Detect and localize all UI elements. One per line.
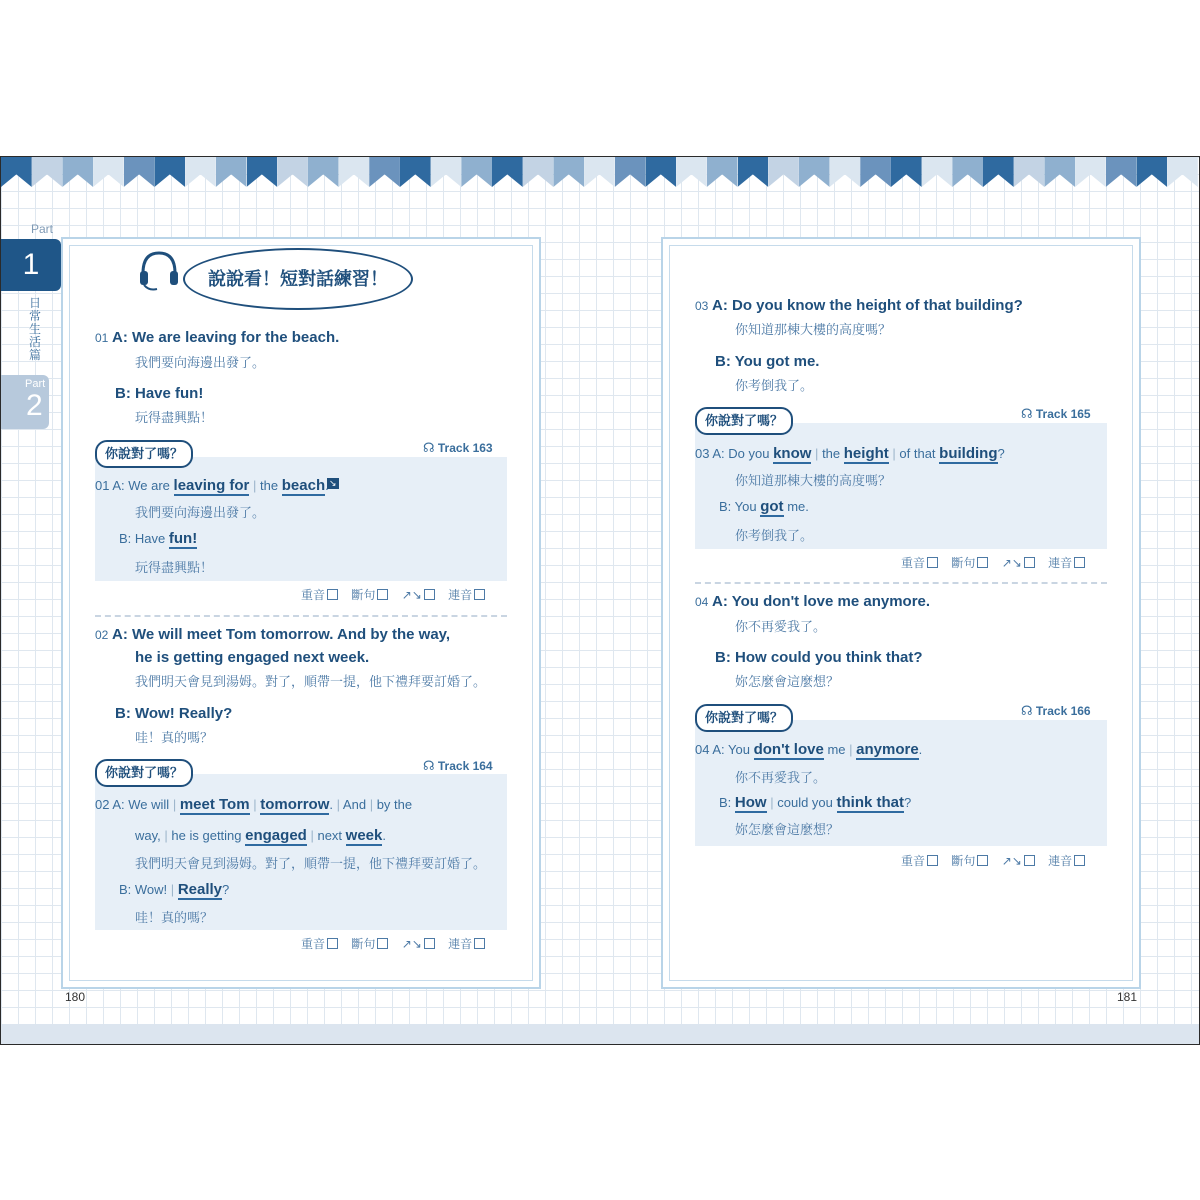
track-166-label: Track 166 <box>1035 704 1091 718</box>
checklist-03 <box>901 554 1095 571</box>
q03-b-translation: 你考倒我了。 <box>735 378 814 393</box>
check-linking-box[interactable] <box>474 589 485 600</box>
a04-word-2: me <box>827 742 846 757</box>
q04-a-speaker: A: <box>711 593 728 610</box>
check-stress-label: 重音 <box>301 588 326 602</box>
a04-word-1: don't love <box>753 741 824 758</box>
a01-b-translation: 玩得盡興點！ <box>135 560 214 575</box>
a02-line-1 <box>95 796 412 813</box>
q04-b-speaker: B: <box>715 649 731 666</box>
check-stress-label: 重音 <box>901 854 926 868</box>
check-label-01: 你說對了嗎？ <box>95 440 193 468</box>
check-phrasing-label: 斷句 <box>351 588 376 602</box>
a04-b-translation: 妳怎麼會這麼想？ <box>735 822 840 837</box>
bunting-flag <box>983 157 1014 187</box>
bunting-flag <box>400 157 431 187</box>
check-phrasing-label: 斷句 <box>351 937 376 951</box>
a04-line-b <box>719 794 911 811</box>
a01-word-3: beach <box>281 477 326 494</box>
bunting-flag <box>891 157 922 187</box>
a02-word-9-end: ? <box>222 882 230 897</box>
a03-word-7: me. <box>787 499 809 514</box>
a02-word-2-end: . <box>329 797 333 812</box>
bunting-flag <box>32 157 63 187</box>
pause-bar: | <box>815 446 819 461</box>
check-intonation-box[interactable] <box>1024 855 1035 866</box>
audio-headset-icon: ☊ <box>1021 703 1033 718</box>
bunting-flag <box>553 157 584 187</box>
a04-word-6-end: ? <box>904 795 912 810</box>
q04-line-b <box>715 649 923 666</box>
a01-line-a <box>95 477 339 494</box>
q01-b-translation: 玩得盡興點！ <box>135 410 214 425</box>
checklist-04 <box>901 852 1095 869</box>
pause-bar: | <box>336 797 341 812</box>
a03-word-3: height <box>843 445 889 462</box>
bunting-flag <box>523 157 554 187</box>
a03-word-6: got <box>760 498 784 515</box>
q02-b-translation: 哇！真的嗎？ <box>135 730 214 745</box>
q02-line-a <box>95 626 450 643</box>
bunting-flag <box>830 157 861 187</box>
bottom-band <box>1 1024 1199 1044</box>
a01-word-1: leaving for <box>173 477 250 494</box>
pause-bar: | <box>849 742 853 757</box>
a03-word-2: the <box>822 446 841 461</box>
bunting-flag <box>922 157 953 187</box>
check-linking-label: 連音 <box>1048 556 1073 570</box>
part-1-number: 1 <box>22 248 40 281</box>
bunting-flag <box>799 157 830 187</box>
part-1-tab[interactable] <box>1 239 61 291</box>
bunting-flag <box>185 157 216 187</box>
a04-word-5: could you <box>777 795 833 810</box>
pause-bar: | <box>172 797 177 812</box>
divider <box>95 615 507 617</box>
check-intonation-box[interactable] <box>1024 557 1035 568</box>
bunting-flag <box>1136 157 1167 187</box>
a03-a-translation: 你知道那棟大樓的高度嗎？ <box>735 473 892 488</box>
a02-word-2: tomorrow <box>260 796 330 813</box>
q02-a-text-2: he is getting engaged next week. <box>135 649 370 666</box>
a01-line-b-prefix: B: Have <box>119 531 166 546</box>
bunting-flag <box>952 157 983 187</box>
bunting-flag <box>1044 157 1075 187</box>
bunting-flag <box>707 157 738 187</box>
a03-line-a <box>695 445 1005 462</box>
q02-number: 02 <box>95 628 109 642</box>
a02-word-9: Really <box>177 881 223 898</box>
check-phrasing-box[interactable] <box>977 855 988 866</box>
check-phrasing-box[interactable] <box>977 557 988 568</box>
pause-bar: | <box>170 882 175 897</box>
check-stress-box[interactable] <box>927 557 938 568</box>
track-164-label: Track 164 <box>437 759 493 773</box>
bunting-flag <box>738 157 769 187</box>
pause-bar: | <box>770 795 774 810</box>
a01-a-translation: 我們要向海邊出發了。 <box>135 505 266 520</box>
a02-line-b-prefix: B: Wow! <box>119 882 168 897</box>
q04-b-text: How could you think that? <box>735 649 923 666</box>
a02-word-1: meet Tom <box>179 796 250 813</box>
bunting-flag <box>676 157 707 187</box>
falling-intonation-icon: ↘ <box>327 478 339 489</box>
part-2-tab[interactable] <box>1 375 49 429</box>
check-linking-label: 連音 <box>448 588 473 602</box>
q01-number: 01 <box>95 331 109 345</box>
pause-bar: | <box>369 797 374 812</box>
q03-a-translation: 你知道那棟大樓的高度嗎？ <box>735 322 892 337</box>
bunting-flag <box>645 157 676 187</box>
a04-line-b-prefix: B: <box>719 795 732 810</box>
page-number-right: 181 <box>1117 990 1138 1004</box>
a02-word-7: next <box>317 828 343 843</box>
q03-number: 03 <box>695 299 709 313</box>
check-linking-label: 連音 <box>1048 854 1073 868</box>
bunting-flag <box>492 157 523 187</box>
a03-b-translation: 你考倒我了。 <box>735 528 814 543</box>
audio-headset-icon: ☊ <box>423 440 435 455</box>
audio-headset-icon: ☊ <box>1021 406 1033 421</box>
check-stress-box[interactable] <box>327 938 338 949</box>
bunting-flag <box>339 157 370 187</box>
q04-number: 04 <box>695 595 709 609</box>
a04-word-3-end: . <box>918 742 923 757</box>
q04-line-a <box>695 593 930 610</box>
a02-word-4: by the <box>376 797 413 812</box>
pause-bar: | <box>253 478 257 493</box>
section-vertical-title: 日常生活篇 <box>29 296 42 362</box>
q04-a-text: You don't love me anymore. <box>731 593 931 610</box>
q02-b-speaker: B: <box>115 705 131 722</box>
a02-word-5: he is getting <box>171 828 242 843</box>
check-intonation-label: ↗↘ <box>401 588 422 602</box>
check-phrasing-box[interactable] <box>377 589 388 600</box>
check-linking-box[interactable] <box>1074 855 1085 866</box>
a03-word-5-end: ? <box>997 446 1005 461</box>
track-163-button[interactable] <box>423 440 493 456</box>
pause-bar: | <box>892 446 896 461</box>
part-2-number: 2 <box>26 389 43 422</box>
q03-a-speaker: A: <box>711 297 728 314</box>
bunting-flag <box>277 157 308 187</box>
check-label-02: 你說對了嗎？ <box>95 759 193 787</box>
q02-a-translation: 我們明天會見到湯姆。對了，順帶一提，他下禮拜要訂婚了。 <box>135 674 487 689</box>
track-165-button[interactable] <box>1021 406 1091 422</box>
checklist-02 <box>301 935 495 952</box>
q03-line-a <box>695 297 1023 314</box>
divider <box>695 582 1107 584</box>
q02-b-text: Wow! Really? <box>135 705 233 722</box>
a02-word-6: engaged <box>245 827 307 844</box>
check-intonation-label: ↗↘ <box>1001 854 1022 868</box>
track-163-label: Track 163 <box>437 441 493 455</box>
page-number-left: 180 <box>65 990 86 1004</box>
q01-b-text: Have fun! <box>135 385 204 402</box>
a02-word-3: And <box>342 797 367 812</box>
bunting-flag <box>247 157 278 187</box>
pause-bar: | <box>253 797 257 812</box>
check-phrasing-label: 斷句 <box>951 854 976 868</box>
check-intonation-label: ↗↘ <box>1001 556 1022 570</box>
a04-line-a <box>695 741 922 758</box>
bunting-flag <box>1075 157 1106 187</box>
a03-word-1: know <box>773 445 812 462</box>
check-linking-label: 連音 <box>448 937 473 951</box>
check-stress-box[interactable] <box>927 855 938 866</box>
q04-b-translation: 妳怎麼會這麼想？ <box>735 674 840 689</box>
q02-line-b <box>115 705 232 722</box>
pause-bar: | <box>164 828 168 843</box>
part-2-label: Part <box>25 378 46 390</box>
q03-b-text: You got me. <box>734 353 820 370</box>
a02-line-2-prefix: way, <box>135 828 161 843</box>
bunting-flag <box>615 157 646 187</box>
bunting-flag <box>1106 157 1137 187</box>
a04-line-a-prefix: 04 A: You <box>695 742 750 757</box>
check-phrasing-label: 斷句 <box>951 556 976 570</box>
a01-word-4: fun! <box>168 530 198 547</box>
q01-a-speaker: A: <box>111 329 128 346</box>
check-stress-box[interactable] <box>327 589 338 600</box>
track-164-button[interactable] <box>423 758 493 774</box>
a01-line-b <box>119 530 197 547</box>
q03-line-b <box>715 353 819 370</box>
a02-line-b <box>119 881 229 898</box>
a01-line-a-prefix: 01 A: We are <box>95 478 170 493</box>
bunting-flag <box>1 157 32 187</box>
q03-b-speaker: B: <box>715 353 731 370</box>
a02-word-8: week <box>345 827 383 844</box>
bunting-flag <box>93 157 124 187</box>
a04-word-3: anymore <box>856 741 919 758</box>
a02-a-translation: 我們明天會見到湯姆。對了，順帶一提，他下禮拜要訂婚了。 <box>135 856 487 871</box>
a02-line-2 <box>135 827 386 844</box>
q01-a-translation: 我們要向海邊出發了。 <box>135 355 266 370</box>
bunting-flag <box>308 157 339 187</box>
check-linking-box[interactable] <box>474 938 485 949</box>
a01-word-2: the <box>260 478 279 493</box>
check-label-04: 你說對了嗎？ <box>695 704 793 732</box>
a02-b-translation: 哇！真的嗎？ <box>135 910 214 925</box>
a04-word-4: How <box>734 794 767 811</box>
a03-word-5: building <box>939 445 998 462</box>
track-165-label: Track 165 <box>1035 407 1091 421</box>
bunting-flag <box>216 157 247 187</box>
q01-line-a <box>95 329 339 346</box>
q01-b-speaker: B: <box>115 385 131 402</box>
q02-a-speaker: A: <box>111 626 128 643</box>
bunting-flag <box>1014 157 1045 187</box>
q01-line-b <box>115 385 203 402</box>
check-stress-label: 重音 <box>901 556 926 570</box>
check-intonation-label: ↗↘ <box>401 937 422 951</box>
pause-bar: | <box>310 828 314 843</box>
a04-a-translation: 你不再愛我了。 <box>735 770 827 785</box>
a03-line-b-prefix: B: You <box>719 499 757 514</box>
q04-a-translation: 你不再愛我了。 <box>735 619 827 634</box>
a02-line-1-prefix: 02 A: We will <box>95 797 170 812</box>
check-linking-box[interactable] <box>1074 557 1085 568</box>
q02-a-text-1: We will meet Tom tomorrow. And by the way, <box>131 626 451 643</box>
bunting-flag <box>584 157 615 187</box>
bunting-decoration <box>1 157 1199 187</box>
bunting-flag <box>154 157 185 187</box>
q01-a-text: We are leaving for the beach. <box>131 329 340 346</box>
practice-title-bubble: 說說看！短對話練習！ <box>183 248 413 310</box>
a03-word-4: of that <box>899 446 936 461</box>
check-stress-label: 重音 <box>301 937 326 951</box>
checklist-01 <box>301 586 495 603</box>
bunting-flag <box>1167 157 1198 187</box>
check-phrasing-box[interactable] <box>377 938 388 949</box>
audio-headset-icon: ☊ <box>423 758 435 773</box>
track-166-button[interactable] <box>1021 703 1091 719</box>
bunting-flag <box>768 157 799 187</box>
right-page <box>661 237 1141 989</box>
q03-a-text: Do you know the height of that building? <box>731 297 1023 314</box>
headset-icon <box>137 247 181 291</box>
check-intonation-box[interactable] <box>424 938 435 949</box>
a03-line-a-prefix: 03 A: Do you <box>695 446 770 461</box>
book-spread <box>0 156 1200 1045</box>
bunting-flag <box>461 157 492 187</box>
a02-word-8-end: . <box>382 828 386 843</box>
bunting-flag <box>431 157 462 187</box>
bunting-flag <box>62 157 93 187</box>
bunting-flag <box>860 157 891 187</box>
a04-word-6: think that <box>836 794 905 811</box>
a03-line-b <box>719 498 809 515</box>
check-intonation-box[interactable] <box>424 589 435 600</box>
bunting-flag <box>124 157 155 187</box>
part-label: Part <box>31 222 54 236</box>
check-label-03: 你說對了嗎？ <box>695 407 793 435</box>
bunting-flag <box>369 157 400 187</box>
